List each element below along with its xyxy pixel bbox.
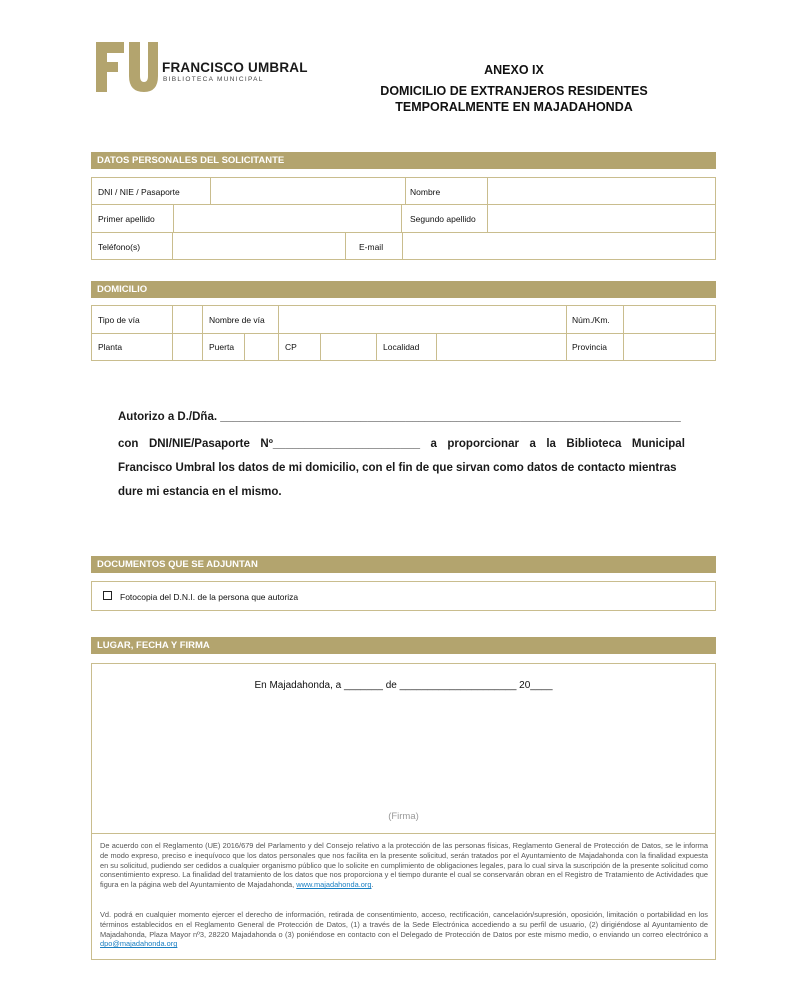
personal-data-table xyxy=(91,177,716,260)
legal-text-2: Vd. podrá en cualquier momento ejercer el derecho de información, retirada de consentimiento, acceso, rectificación, cancelación/supresión, oposición, limitación o portabilidad en los términos establecidos en el Reglamento General de Protección de Datos, (1) a través de la Sede Electrónica accediendo a su perfil de usuario, (2) dirigiéndose al Ayuntamiento de Majadahonda, Plaza Mayor nº3, 28220 Majadahonda o (3) poniéndose en contacto con el Delegado de Protección de Datos por este mismo medio, o enviando un correo electrónico a xyxy=(100,910,708,939)
dni-copy-label: Fotocopia del D.N.I. de la persona que autoriza xyxy=(120,592,299,602)
auth-word: con xyxy=(118,438,139,450)
dni-label: DNI / NIE / Pasaporte xyxy=(98,187,180,197)
fu-logo-mark xyxy=(96,42,158,94)
library-logo xyxy=(96,42,308,94)
form-title-line2: TEMPORALMENTE EN MAJADAHONDA xyxy=(395,100,633,114)
planta-label: Planta xyxy=(98,342,123,352)
num-km-label: Núm./Km. xyxy=(572,315,610,325)
email-field[interactable] xyxy=(403,233,715,260)
auth-doc-number-blank[interactable]: Nº_______________________ xyxy=(260,438,421,450)
signature-placeholder[interactable]: (Firma) xyxy=(388,811,419,822)
puerta-field[interactable] xyxy=(245,334,278,360)
documents-section-header: DOCUMENTOS QUE SE ADJUNTAN xyxy=(91,556,716,573)
logo-subtitle: BIBLIOTECA MUNICIPAL xyxy=(163,76,264,83)
authorization-line-4: dure mi estancia en el mismo. xyxy=(118,486,282,498)
nombre-field[interactable] xyxy=(488,178,715,204)
domicilio-table xyxy=(91,305,716,361)
annex-title: ANEXO IX xyxy=(484,63,544,77)
puerta-label: Puerta xyxy=(209,342,235,352)
primer-apellido-field[interactable] xyxy=(174,205,401,232)
segundo-apellido-label: Segundo apellido xyxy=(410,214,476,224)
tipo-via-field[interactable] xyxy=(173,306,202,333)
auth-word: proporcionar xyxy=(447,438,519,450)
telefono-label: Teléfono(s) xyxy=(98,242,141,252)
auth-word: a xyxy=(430,438,437,450)
nombre-via-label: Nombre de vía xyxy=(209,315,265,325)
dpo-email-link[interactable]: dpo@majadahonda.org xyxy=(100,939,178,949)
localidad-field[interactable] xyxy=(437,334,566,360)
form-title-line1: DOMICILIO DE EXTRANJEROS RESIDENTES xyxy=(380,84,648,98)
place-date-line[interactable]: En Majadahonda, a _______ de _____________________ 20____ xyxy=(254,680,553,691)
logo-name: FRANCISCO UMBRAL xyxy=(162,60,308,75)
domicilio-section-header: DOMICILIO xyxy=(91,281,716,298)
primer-apellido-label: Primer apellido xyxy=(98,214,155,224)
authorization-line-3: Francisco Umbral los datos de mi domicilio, con el fin de que sirvan como datos de contacto mientras xyxy=(118,462,677,474)
dni-copy-checkbox[interactable] xyxy=(103,591,112,600)
planta-field[interactable] xyxy=(173,334,202,360)
cp-label: CP xyxy=(285,342,297,352)
provincia-field[interactable] xyxy=(624,334,715,360)
dni-field[interactable] xyxy=(211,178,405,204)
majadahonda-website-link[interactable]: www.majadahonda.org xyxy=(296,880,372,890)
signature-section-header: LUGAR, FECHA Y FIRMA xyxy=(91,637,716,654)
auth-word: a xyxy=(529,438,536,450)
personal-data-section-header: DATOS PERSONALES DEL SOLICITANTE xyxy=(91,152,716,169)
provincia-label: Provincia xyxy=(572,342,607,352)
legal-text-1-end: . xyxy=(371,880,374,890)
telefono-field[interactable] xyxy=(173,233,345,260)
auth-word: Biblioteca xyxy=(566,438,622,450)
nombre-label: Nombre xyxy=(410,187,441,197)
auth-word: DNI/NIE/Pasaporte xyxy=(148,438,250,450)
auth-word: Municipal xyxy=(631,438,685,450)
legal-paragraph-1 xyxy=(100,841,708,890)
auth-word: la xyxy=(546,438,556,450)
tipo-via-label: Tipo de vía xyxy=(98,315,140,325)
cp-field[interactable] xyxy=(321,334,376,360)
legal-paragraph-2 xyxy=(100,910,708,949)
segundo-apellido-field[interactable] xyxy=(488,205,715,232)
nombre-via-field[interactable] xyxy=(279,306,566,333)
num-km-field[interactable] xyxy=(624,306,715,333)
email-label: E-mail xyxy=(359,242,384,252)
legal-text-1: De acuerdo con el Reglamento (UE) 2016/679 del Parlamento y del Consejo relativo a la protección de las personas físicas, Reglamento General de Protección de Datos, se le informa de modo expreso, preciso e inequívoco que los datos personales que nos facilita en la presente solicitud, serán tratados por el Ayuntamiento de Majadahonda con la finalidad expuesta en su solicitud, pudiendo ser cedidos a cualquier organismo público que lo solicite en cumplimiento de obligaciones legales, para lo cual sirva la suscripción de la presente solicitud como consentimiento expreso. La finalidad del tratamiento de los datos que nos proporciona y el tiempo durante el cual se conservarán obran en el Registro de Tratamiento de Actividades que figura en la página web del Ayuntamiento de Majadahonda, xyxy=(100,841,708,890)
authorization-line-1: Autorizo a D./Dña. ________________________________________________________________________ xyxy=(118,411,681,423)
localidad-label: Localidad xyxy=(383,342,420,352)
authorization-line-2 xyxy=(118,438,685,450)
